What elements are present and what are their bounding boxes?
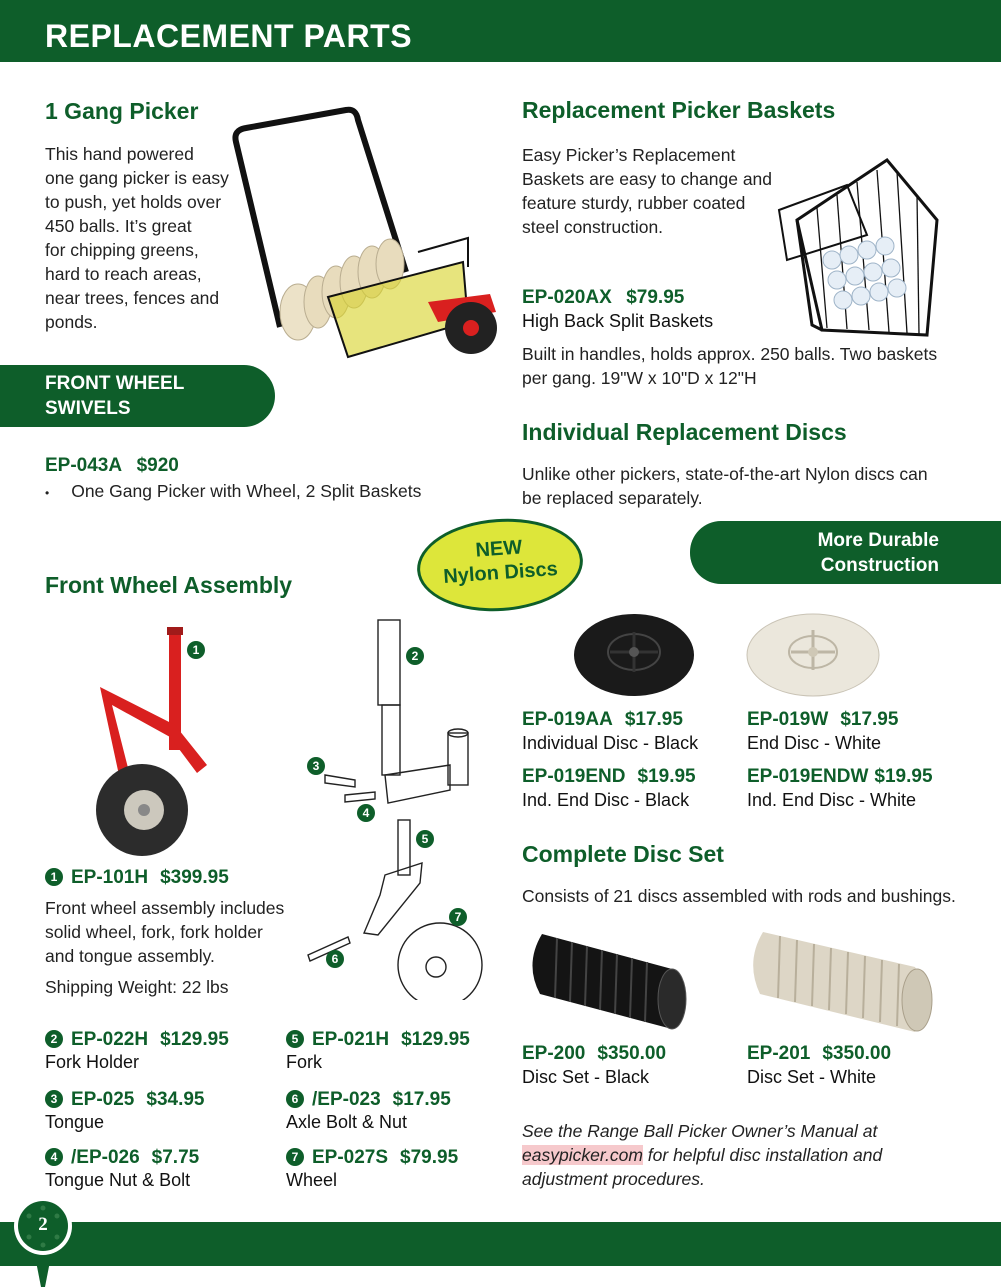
callout-7: 7 — [449, 908, 467, 926]
baskets-name: High Back Split Baskets — [522, 311, 714, 331]
baskets-title: Replacement Picker Baskets — [522, 97, 836, 123]
gang-picker-title: 1 Gang Picker — [45, 98, 199, 124]
part-item: 5 EP-021H $129.95 Fork — [286, 1029, 470, 1072]
new-nylon-discs-badge: NEW Nylon Discs — [414, 513, 586, 616]
part-item: 3 EP-025 $34.95 Tongue — [45, 1089, 205, 1132]
item-number: 1 — [45, 868, 63, 886]
disc-set-title: Complete Disc Set — [522, 841, 724, 867]
part-item: 4 /EP-026 $7.75 Tongue Nut & Bolt — [45, 1147, 200, 1190]
part-item: 7 EP-027S $79.95 Wheel — [286, 1147, 459, 1190]
gang-picker-description: This hand powered one gang picker is easy to push, yet holds over 450 balls. It’s great for chipping greens, hard to reach areas, near trees, fences and ponds. — [45, 144, 229, 332]
manual-note: See the Range Ball Picker Owner’s Manual at easypicker.com for helpful disc installation and adjustment procedures. — [522, 1121, 883, 1189]
more-durable-banner: More Durable Construction — [690, 521, 1001, 584]
front-wheel-title: Front Wheel Assembly — [45, 572, 293, 598]
page-number: 2 — [38, 1214, 48, 1235]
discs-title: Individual Replacement Discs — [522, 419, 847, 445]
baskets-description: Easy Picker’s Replacement Baskets are easy to change and feature sturdy, rubber coated steel construction. — [522, 145, 773, 237]
part-item: 2 EP-022H $129.95 Fork Holder — [45, 1029, 229, 1072]
black-disc-set-image — [522, 924, 690, 1036]
price: $920 — [136, 455, 179, 476]
gang-picker-sku-line — [45, 455, 179, 477]
white-disc-image — [746, 612, 880, 698]
easypicker-link[interactable]: easypicker.com — [522, 1145, 643, 1165]
callout-5: 5 — [416, 830, 434, 848]
header-bar — [0, 0, 1001, 62]
front-wheel-assembly-image — [92, 625, 212, 860]
sku: EP-043A — [45, 455, 123, 476]
page-title: REPLACEMENT PARTS — [45, 18, 413, 54]
footer-bar — [0, 1222, 1001, 1266]
part-item: 6 /EP-023 $17.95 Axle Bolt & Nut — [286, 1089, 451, 1132]
disc-set-item: EP-200 $350.00 Disc Set - Black — [522, 1043, 667, 1087]
sku: EP-020AX — [522, 287, 612, 308]
callout-2: 2 — [406, 647, 424, 665]
front-wheel-main-sku-line: 1 EP-101H $399.95 — [45, 867, 229, 889]
disc-item: EP-019ENDW $19.95 Ind. End Disc - White — [747, 766, 933, 810]
callout-6: 6 — [326, 950, 344, 968]
discs-description: Unlike other pickers, state-of-the-art Nylon discs can be replaced separately. — [522, 464, 928, 508]
golf-ball-tee-icon — [12, 1196, 74, 1287]
baskets-details: Built in handles, holds approx. 250 balls. Two baskets per gang. 19"W x 10"D x 12"H — [522, 344, 938, 388]
shipping-weight: Shipping Weight: 22 lbs — [45, 977, 229, 997]
disc-item: EP-019W $17.95 End Disc - White — [747, 709, 899, 753]
exploded-parts-diagram — [300, 615, 500, 1000]
baskets-sku-line — [522, 287, 684, 309]
disc-item: EP-019AA $17.95 Individual Disc - Black — [522, 709, 699, 753]
disc-set-description: Consists of 21 discs assembled with rods and bushings. — [522, 886, 956, 906]
disc-set-item: EP-201 $350.00 Disc Set - White — [747, 1043, 892, 1087]
gang-picker-image — [228, 102, 503, 364]
gang-picker-bullet: • One Gang Picker with Wheel, 2 Split Baskets — [45, 481, 422, 501]
callout-4: 4 — [357, 804, 375, 822]
callout-3: 3 — [307, 757, 325, 775]
price: $79.95 — [626, 287, 685, 308]
callout-1: 1 — [187, 641, 205, 659]
basket-image — [777, 150, 942, 340]
front-wheel-swivels-banner: FRONT WHEEL SWIVELS — [0, 365, 275, 427]
black-disc-image — [572, 612, 696, 698]
white-disc-set-image — [745, 922, 937, 1036]
front-wheel-description: Front wheel assembly includes solid wheel, fork, fork holder and tongue assembly. — [45, 898, 285, 966]
disc-item: EP-019END $19.95 Ind. End Disc - Black — [522, 766, 696, 810]
